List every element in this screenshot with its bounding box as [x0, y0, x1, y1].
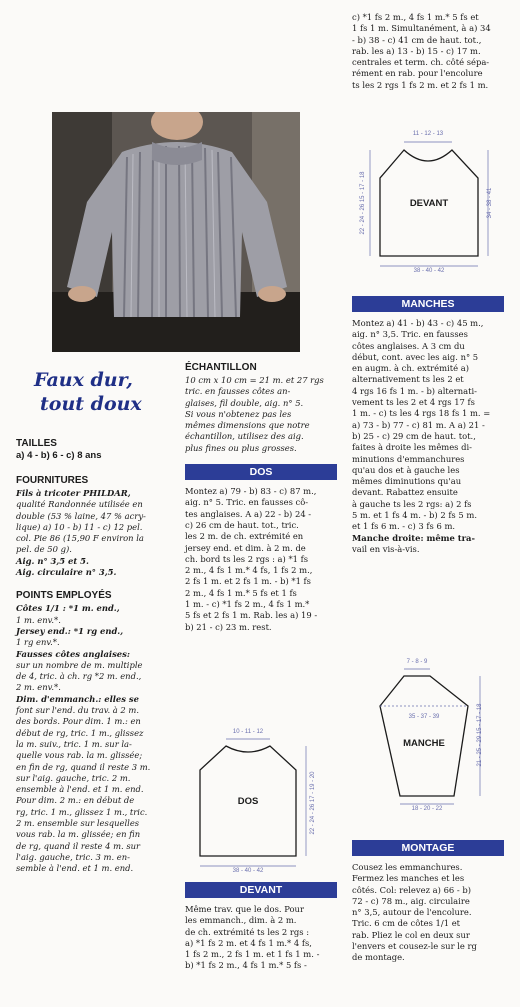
manches-line: côtes anglaises. A 3 cm du [352, 340, 465, 351]
manches-line: mêmes diminutions qu'au [352, 476, 462, 487]
tailles-text: a) 4 - b) 6 - c) 8 ans [16, 450, 102, 461]
dos-line: 2 fs 1 m. et 2 fs 1 m. - b) *1 fs [185, 576, 311, 587]
montage-line: de montage. [352, 952, 405, 963]
echantillon-line: glaises, fil double, aig. n° 5. [185, 397, 304, 408]
points-line: en fin de rg, quand il reste 3 m. [16, 761, 151, 772]
points-line: semble à l'end. et 1 m. end. [16, 863, 134, 874]
dos-line: c) 26 cm de haut. tot., tric. [185, 519, 299, 530]
dos-top-dimension: 10 - 11 - 12 [232, 729, 264, 735]
manches-line: vail en vis-à-vis. [352, 543, 420, 554]
echantillon-text [185, 375, 337, 454]
montage-line: Fermez les manches et les [352, 873, 465, 884]
points-line: font sur l'end. du trav. à 2 m. [16, 705, 140, 716]
dos-diagram [188, 728, 338, 878]
fournitures-line: Aig. circulaire n° 3,5. [16, 567, 117, 578]
points-line: des bords. Pour dim. 1 m.: en [16, 716, 141, 727]
montage-line: 72 - c) 78 m., aig. circulaire [352, 895, 470, 906]
montage-heading-bar: MONTAGE [352, 840, 504, 856]
middle-column [185, 362, 337, 633]
montage-line: l'envers et cousez-le sur le rg [352, 941, 477, 952]
manche-width-dimension: 35 - 37 - 39 [408, 714, 440, 720]
points-line: 2 m. ensemble sur lesquelles [16, 818, 140, 829]
pattern-title [18, 368, 168, 416]
devant-diagram-label: DEVANT [409, 198, 449, 209]
montage-line: Cousez les emmanchures. [352, 862, 463, 872]
left-column [16, 438, 176, 875]
echantillon-line: plus fines ou plus grosses. [185, 442, 297, 453]
devant-line: b) *1 fs 2 m., 4 fs 1 m.* 5 fs - [185, 960, 307, 971]
montage-line: rab. Pliez le col en deux sur [352, 929, 470, 940]
devant-line: a) *1 fs 2 m. et 4 fs 1 m.* 4 fs, [185, 937, 312, 948]
devant-diagram [352, 128, 510, 280]
points-line: 1 rg env.*. [16, 637, 60, 648]
echantillon-line: mêmes dimensions que notre [185, 420, 310, 431]
fournitures-line: lique) a) 10 - b) 11 - c) 12 pel. [16, 521, 143, 532]
devant-continuation-line: rab. les a) 13 - b) 15 - c) 17 m. [352, 45, 481, 56]
sweater-photo [52, 112, 300, 352]
montage-section [352, 840, 504, 964]
fournitures-line: col. Pie 86 (15,90 F environ la [16, 533, 144, 544]
devant-left-dimension: 22 - 24 - 26 15 - 17 - 18 [360, 171, 366, 235]
points-line: l'aig. gauche, tric. 3 m. en- [16, 851, 130, 862]
echantillon-line: Si vous n'obtenez pas les [185, 408, 292, 419]
devant-bottom-dimension: 38 - 40 - 42 [413, 268, 445, 274]
devant-continuation-line: ts les 2 rgs 1 fs 2 m. et 2 fs 1 m. [352, 79, 489, 90]
manches-line: 5 m. et 1 fs 4 m. - b) 2 fs 5 m. [352, 510, 477, 521]
manche-bottom-dimension: 18 - 20 - 22 [411, 806, 443, 812]
dos-text [185, 486, 337, 633]
echantillon-line: échantillon, utilisez des aig. [185, 431, 304, 442]
fournitures-line: pel. de 50 g). [16, 544, 72, 555]
dos-bottom-dimension: 38 - 40 - 42 [232, 868, 264, 874]
dos-line: ch. bord ts les 2 rgs : a) *1 fs [185, 553, 309, 564]
points-line: Jersey end.: *1 rg end., [16, 625, 124, 636]
manches-line: en augm. à ch. extrémité a) [352, 363, 469, 374]
manches-line: Montez a) 41 - b) 43 - c) 45 m., [352, 318, 484, 328]
tailles-heading: TAILLES [16, 438, 57, 449]
dos-line: les 2 m. de ch. extrémité en [185, 531, 304, 542]
montage-text [352, 862, 504, 964]
points-line: sur un nombre de m. multiple [16, 659, 143, 670]
manches-section [352, 296, 504, 555]
dos-line: jersey end. et dim. à 2 m. de [185, 542, 306, 553]
fournitures-line: qualité Randonnée utilisée en [16, 499, 143, 510]
manche-side-dimension: 21 - 25 - 29 15 - 17 - 18 [477, 703, 483, 767]
title-line-1: Faux dur, [34, 369, 133, 391]
montage-line: côtés. Col: relevez a) 66 - b) [352, 884, 472, 895]
fournitures-heading: FOURNITURES [16, 475, 89, 486]
manches-text [352, 318, 504, 555]
points-line: 2 m. env.*. [16, 682, 61, 693]
fournitures-text [16, 488, 176, 578]
points-line: de rg, quand il reste 4 m. sur [16, 840, 141, 851]
dos-heading-bar: DOS [185, 464, 337, 480]
points-line: ensemble à l'end. et 1 m. end. [16, 784, 144, 795]
manches-line: vement ts les 2 et 4 rgs 17 fs [352, 397, 475, 408]
points-text [16, 603, 176, 874]
title-line-2: tout doux [40, 393, 142, 415]
manches-line: 1 m. - c) ts les 4 rgs 18 fs 1 m. = [352, 408, 491, 419]
points-line: Pour dim. 2 m.: en début de [16, 795, 135, 806]
points-line: Fausses côtes anglaises: [16, 648, 130, 659]
echantillon-line: tric. en fausses côtes an- [185, 386, 291, 397]
manches-line: aig. n° 3,5. Tric. en fausses [352, 329, 468, 340]
points-line: début de rg, tric. 1 m., glissez [16, 727, 144, 738]
manches-line: et 1 fs 6 m. - c) 3 fs 6 m. [352, 521, 456, 532]
points-line: 1 m. env.*. [16, 614, 61, 625]
devant-line: 1 fs 2 m., 2 fs 1 m. et 1 fs 1 m. - [185, 949, 320, 960]
devant-line: Même trav. que le dos. Pour [185, 904, 304, 914]
devant-continuation-line: rément en rab. pour l'encolure [352, 68, 483, 79]
devant-heading-bar: DEVANT [185, 882, 337, 898]
devant-continuation-line: c) *1 fs 2 m., 4 fs 1 m.* 5 fs et [352, 12, 479, 22]
devant-top-dimension: 11 - 12 - 13 [412, 131, 444, 137]
devant-text [185, 904, 337, 972]
points-heading: POINTS EMPLOYÉS [16, 590, 112, 602]
points-line: vous rab. la m. glissée; en fin [16, 829, 141, 840]
dos-line: 2 m., 4 fs 1 m.* 5 fs et 1 fs [185, 587, 297, 598]
dos-line: tes anglaises. A a) 22 - b) 24 - [185, 508, 312, 519]
devant-line: les emmanch., dim. à 2 m. [185, 915, 297, 926]
points-line: sur l'aig. gauche, tric. 2 m. [16, 772, 131, 783]
fournitures-line: Aig. n° 3,5 et 5. [16, 555, 89, 566]
manche-top-dimension: 7 - 8 - 9 [406, 659, 428, 665]
manches-line: début, cont. avec les aig. n° 5 [352, 351, 479, 362]
manches-line: devant. Rabattez ensuite [352, 487, 458, 498]
devant-continuation-text [352, 12, 504, 91]
montage-line: Tric. 6 cm de côtes 1/1 et [352, 918, 461, 929]
manches-line: à gauche ts les 2 rgs: a) 2 fs [352, 498, 472, 509]
points-line: quelle vous rab. la m. glissée; [16, 750, 143, 761]
dos-line: 2 m., 4 fs 1 m.* 4 fs, 1 fs 2 m., [185, 565, 313, 576]
photo-illustration [52, 112, 300, 352]
devant-section [185, 882, 337, 972]
echantillon-line: 10 cm x 10 cm = 21 m. et 27 rgs [185, 375, 324, 385]
manches-line: minutions d'emmanchures [352, 453, 465, 464]
manches-line: alternativement ts les 2 et [352, 374, 464, 385]
points-line: de 4, tric. à ch. rg *2 m. end., [16, 671, 142, 682]
fournitures-line: Fils à tricoter PHILDAR, [16, 488, 131, 498]
manches-line: Manche droite: même tra- [352, 532, 475, 543]
points-line: la m. suiv., tric. 1 m. sur la- [16, 738, 132, 749]
manches-line: b) 25 - c) 29 cm de haut. tot., [352, 430, 476, 441]
manches-line: 4 rgs 16 fs 1 m. - b) alternati- [352, 385, 477, 396]
points-line: rg, tric. 1 m., glissez 1 m., tric. [16, 806, 148, 817]
devant-continuation-line: - b) 38 - c) 41 cm de haut. tot., [352, 34, 482, 45]
dos-line: Montez a) 79 - b) 83 - c) 87 m., [185, 486, 317, 497]
manche-diagram [360, 658, 510, 818]
devant-continuation-line: 1 fs 1 m. Simultanément, à a) 34 [352, 23, 491, 34]
manche-diagram-label: MANCHE [403, 738, 445, 749]
dos-diagram-label: DOS [237, 796, 259, 807]
devant-line: de ch. extrémité ts les 2 rgs : [185, 926, 310, 937]
points-line: Côtes 1/1 : *1 m. end., [16, 603, 120, 614]
fournitures-line: double (53 % laine, 47 % acry- [16, 510, 146, 521]
manches-line: faites à droite les mêmes di- [352, 442, 472, 453]
devant-right-dimension: 34 - 38 - 41 [487, 187, 493, 219]
manches-line: a) 73 - b) 77 - c) 81 m. A a) 21 - [352, 419, 485, 430]
points-line: Dim. d'emmanch.: elles se [16, 693, 139, 704]
devant-continuation-line: centrales et term. ch. côté sépa- [352, 57, 490, 68]
dos-line: aig. n° 5. Tric. en fausses cô- [185, 497, 309, 508]
echantillon-heading: ÉCHANTILLON [185, 362, 257, 373]
montage-line: n° 3,5, autour de l'encolure. [352, 907, 472, 918]
manches-heading-bar: MANCHES [352, 296, 504, 312]
dos-line: b) 21 - c) 23 m. rest. [185, 621, 272, 632]
manches-line: qu'au dos et à gauche les [352, 464, 460, 475]
dos-side-dimension: 22 - 24 - 26 17 - 19 - 20 [310, 771, 316, 835]
dos-line: 1 m. - c) *1 fs 2 m., 4 fs 1 m.* [185, 599, 310, 610]
dos-line: 5 fs et 2 fs 1 m. Rab. les a) 19 - [185, 610, 318, 621]
